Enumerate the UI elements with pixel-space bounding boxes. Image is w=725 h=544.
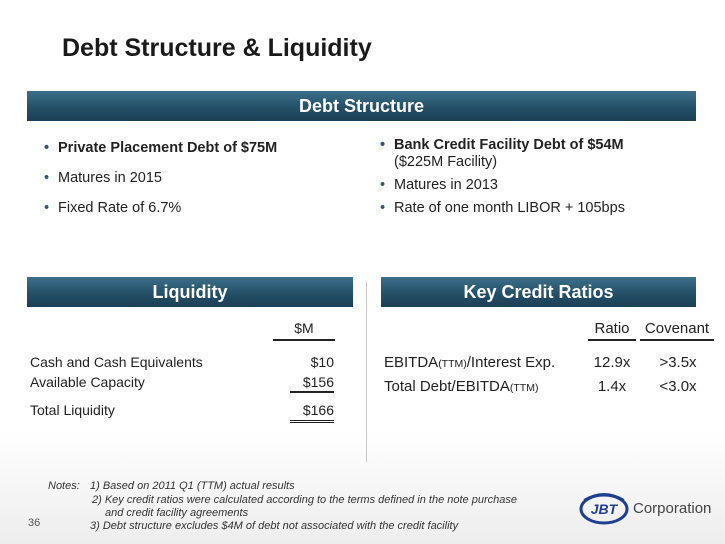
ratio-row-label — [384, 378, 538, 395]
liquidity-row-value: $156 — [290, 374, 334, 393]
covenant-column-header: Covenant — [640, 320, 714, 341]
bullet-item: • Fixed Rate of 6.7% — [44, 200, 364, 217]
logo-wordmark: Corporation — [633, 500, 712, 517]
jbt-logo-icon — [578, 492, 630, 526]
private-placement-bullets — [44, 140, 364, 230]
ratio-row-label-sub: (TTM) — [509, 382, 539, 394]
note-2: 2) Key credit ratios were calculated according to the terms defined in the note purchase — [92, 494, 517, 506]
jbt-logo — [578, 492, 718, 526]
liquidity-total-label: Total Liquidity — [30, 402, 115, 418]
logo-mark-text: JBT — [590, 501, 618, 517]
liquidity-row-label: Cash and Cash Equivalents — [30, 354, 203, 370]
debt-structure-header-label: Debt Structure — [298, 95, 424, 116]
ratio-row-label-sub: (TTM) — [438, 358, 467, 370]
bullet-item: • Matures in 2015 — [44, 170, 364, 187]
ratio-row-label-tail: /Interest Exp. — [466, 354, 556, 371]
ratio-row-label — [384, 354, 555, 371]
key-credit-ratios-header-label: Key Credit Ratios — [463, 281, 614, 302]
ratio-value: 1.4x — [597, 378, 627, 395]
bullet-item-sub: ($225M Facility) — [394, 154, 498, 170]
covenant-value: <3.0x — [659, 378, 697, 395]
page-title: Debt Structure & Liquidity — [62, 34, 372, 62]
bullet-item — [380, 137, 700, 171]
liquidity-row-label: Available Capacity — [30, 374, 145, 390]
liquidity-total-value: $166 — [290, 402, 334, 423]
ratio-column-header: Ratio — [588, 320, 636, 341]
section-divider — [366, 282, 367, 462]
liquidity-header-label: Liquidity — [152, 281, 228, 302]
bank-credit-bullets — [380, 137, 700, 223]
page-number: 36 — [28, 517, 41, 529]
note-2-continued: and credit facility agreements — [105, 507, 249, 519]
liquidity-header — [27, 277, 353, 307]
liquidity-row-value: $10 — [310, 354, 334, 370]
debt-structure-header — [27, 91, 696, 121]
bullet-item: • Private Placement Debt of $75M — [44, 140, 364, 157]
bullet-item-main: Bank Credit Facility Debt of $54M — [394, 137, 624, 153]
key-credit-ratios-header — [381, 277, 696, 307]
bullet-item: • Rate of one month LIBOR + 105bps — [380, 200, 700, 217]
notes-label: Notes: — [48, 480, 80, 492]
ratio-row-label-main: Total Debt/EBITDA — [384, 378, 510, 395]
liquidity-column-header: $M — [273, 320, 335, 341]
ratio-value: 12.9x — [593, 354, 631, 371]
covenant-value: >3.5x — [659, 354, 697, 371]
note-1: 1) Based on 2011 Q1 (TTM) actual results — [90, 480, 295, 492]
note-3: 3) Debt structure excludes $4M of debt not associated with the credit facility — [90, 520, 459, 532]
ratio-row-label-main: EBITDA — [384, 354, 439, 371]
bullet-item: • Matures in 2013 — [380, 177, 700, 194]
